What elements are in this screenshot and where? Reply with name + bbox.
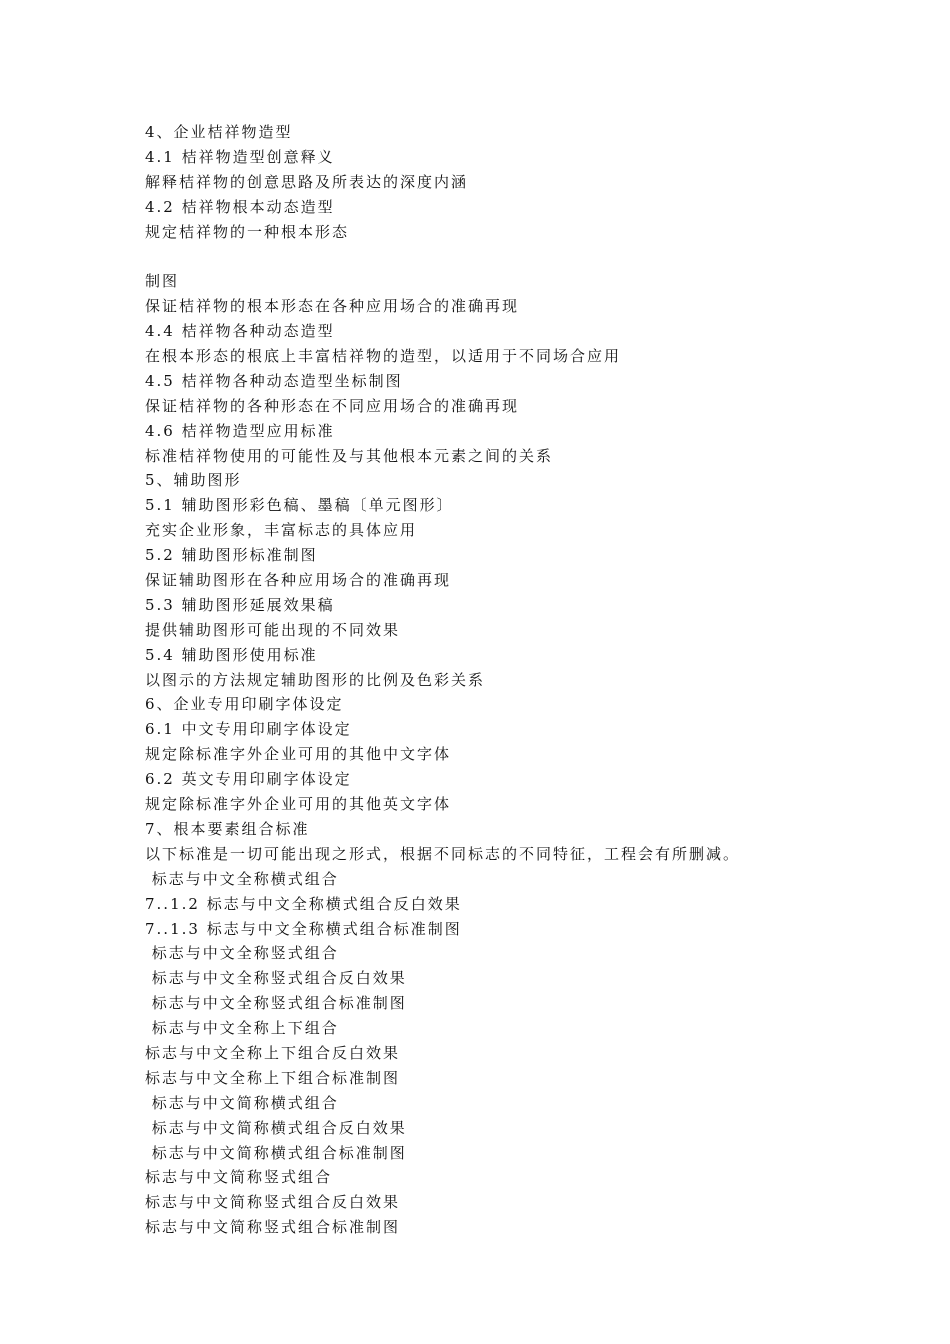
text-line: 规定除标准字外企业可用的其他英文字体 — [145, 795, 452, 814]
text-line: 标志与中文全称上下组合 — [145, 1019, 339, 1038]
text-line: 以图示的方法规定辅助图形的比例及色彩关系 — [145, 670, 486, 689]
text-line: 以下标准是一切可能出现之形式，根据不同标志的不同特征，工程会有所删减。 — [145, 844, 741, 863]
text-line: 6.1 中文专用印刷字体设定 — [145, 720, 352, 739]
text-line: 保证辅助图形在各种应用场合的准确再现 — [145, 571, 452, 590]
text-line: 4.5 桔祥物各种动态造型坐标制图 — [145, 371, 403, 390]
text-line: 规定除标准字外企业可用的其他中文字体 — [145, 745, 452, 764]
text-line: 规定桔祥物的一种根本形态 — [145, 222, 350, 241]
text-line: 标志与中文全称上下组合反白效果 — [145, 1043, 401, 1062]
text-line: 在根本形态的根底上丰富桔祥物的造型，以适用于不同场合应用 — [145, 347, 622, 366]
text-line: 标志与中文简称竖式组合 — [145, 1168, 333, 1187]
text-line: 标志与中文全称竖式组合反白效果 — [145, 969, 407, 988]
text-line: 标志与中文简称竖式组合标准制图 — [145, 1218, 401, 1237]
text-line: 保证桔祥物的根本形态在各种应用场合的准确再现 — [145, 297, 520, 316]
text-line: 制图 — [145, 272, 180, 291]
text-line: 7..1.3 标志与中文全称横式组合标准制图 — [145, 919, 462, 938]
blank-line — [145, 244, 845, 269]
text-line: 5.2 辅助图形标准制图 — [145, 546, 318, 565]
text-line: 6.2 英文专用印刷字体设定 — [145, 770, 352, 789]
text-line: 标志与中文简称竖式组合反白效果 — [145, 1193, 401, 1212]
document-body — [145, 120, 845, 1240]
text-line: 7、根本要素组合标准 — [145, 819, 310, 838]
text-line: 5.4 辅助图形使用标准 — [145, 645, 318, 664]
text-line: 提供辅助图形可能出现的不同效果 — [145, 620, 401, 639]
text-line: 4.1 桔祥物造型创意释义 — [145, 147, 335, 166]
text-line: 标志与中文简称横式组合 — [145, 1093, 339, 1112]
text-line: 4.2 桔祥物根本动态造型 — [145, 197, 335, 216]
text-line: 标志与中文简称横式组合标准制图 — [145, 1143, 407, 1162]
text-line: 5.3 辅助图形延展效果稿 — [145, 595, 335, 614]
text-line: 标志与中文全称上下组合标准制图 — [145, 1068, 401, 1087]
text-line: 充实企业形象，丰富标志的具体应用 — [145, 521, 418, 540]
text-line: 4.4 桔祥物各种动态造型 — [145, 322, 335, 341]
text-line: 解释桔祥物的创意思路及所表达的深度内涵 — [145, 172, 469, 191]
text-line: 5、辅助图形 — [145, 471, 242, 490]
text-line: 4、企业桔祥物造型 — [145, 123, 293, 141]
text-line: 标志与中文全称竖式组合标准制图 — [145, 994, 407, 1013]
text-line: 4.6 桔祥物造型应用标准 — [145, 421, 335, 440]
text-line: 7..1.2 标志与中文全称横式组合反白效果 — [145, 894, 462, 913]
text-line: 5.1 辅助图形彩色稿、墨稿〔单元图形〕 — [145, 496, 454, 515]
text-line: 6、企业专用印刷字体设定 — [145, 695, 344, 714]
text-line: 标志与中文简称横式组合反白效果 — [145, 1118, 407, 1137]
text-line: 标志与中文全称竖式组合 — [145, 944, 339, 963]
text-line: 标志与中文全称横式组合 — [145, 869, 339, 888]
text-line: 保证桔祥物的各种形态在不同应用场合的准确再现 — [145, 396, 520, 415]
text-line: 标准桔祥物使用的可能性及与其他根本元素之间的关系 — [145, 446, 554, 465]
